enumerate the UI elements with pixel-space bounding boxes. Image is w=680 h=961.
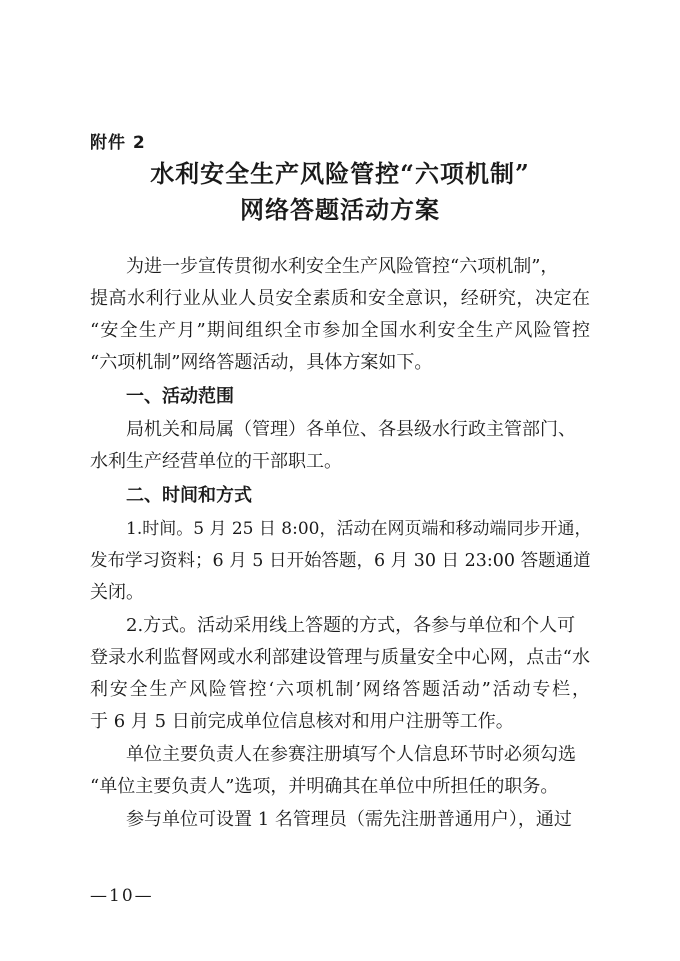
paragraph-line: 发布学习资料；6 月 5 日开始答题，6 月 30 日 23:00 答题通道: [90, 551, 591, 571]
paragraph-line: “六项机制”网络答题活动，具体方案如下。: [90, 352, 433, 373]
paragraph-line: 局机关和局属（管理）各单位、各县级水行政主管部门、: [126, 419, 576, 440]
paragraph-line: 单位主要负责人在参赛注册填写个人信息环节时必须勾选: [126, 744, 576, 765]
section-heading: 二、时间和方式: [126, 485, 252, 506]
paragraph-line: “安全生产月”期间组织全市参加全国水利安全生产风险管控: [90, 320, 590, 341]
document-title-line-2: 网络答题活动方案: [240, 195, 440, 224]
document-title-line-1: 水利安全生产风险管控“六项机制”: [150, 159, 530, 188]
attachment-label: 附件 2: [90, 133, 146, 153]
section-heading: 一、活动范围: [126, 386, 234, 407]
paragraph-line: 关闭。: [90, 582, 144, 603]
paragraph-line: 利安全生产风险管控‘六项机制’网络答题活动”活动专栏，: [90, 679, 590, 700]
paragraph-line: 登录水利监督网或水利部建设管理与质量安全中心网，点击“水: [90, 647, 590, 668]
paragraph-line: 参与单位可设置 1 名管理员（需先注册普通用户），通过: [126, 809, 572, 830]
page-number: —10—: [90, 886, 154, 906]
paragraph-line: 2.方式。活动采用线上答题的方式，各参与单位和个人可: [126, 615, 576, 636]
paragraph-line: 于 6 月 5 日前完成单位信息核对和用户注册等工作。: [90, 711, 514, 732]
paragraph-line: 水利生产经营单位的干部职工。: [90, 451, 342, 472]
paragraph-line: 为进一步宣传贯彻水利安全生产风险管控“六项机制”，: [126, 256, 559, 277]
paragraph-line: “单位主要负责人”选项，并明确其在单位中所担任的职务。: [90, 776, 559, 797]
paragraph-line: 1.时间。5 月 25 日 8:00，活动在网页端和移动端同步开通，: [126, 519, 592, 539]
paragraph-line: 提高水利行业从业人员安全素质和安全意识，经研究，决定在: [90, 288, 590, 309]
